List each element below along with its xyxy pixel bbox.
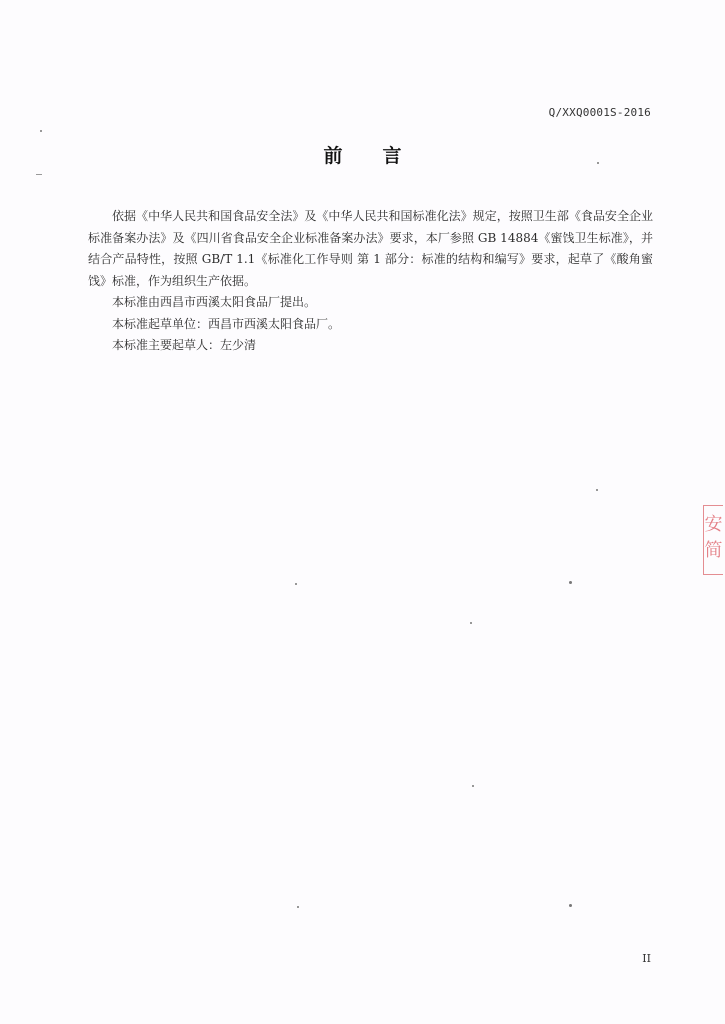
paragraph-proposer: 本标准由西昌市西溪太阳食品厂提出。 xyxy=(112,295,317,309)
stamp-char-1: 安 xyxy=(704,514,723,535)
red-seal-stamp xyxy=(703,505,723,575)
scan-speck xyxy=(297,906,299,908)
paragraph-basis: 依据《中华人民共和国食品安全法》及《中华人民共和国标准化法》规定，按照卫生部《食品安全企业标准备案办法》及《四川省食品安全企业标准备案办法》要求，本厂参照 GB 14884《蜜饯卫生标准》，并结合产品特性，按照 GB/T 1.1《标准化工作导则 第 1 部分：标准的结构和编写》要求，起草了《酸角蜜饯》标准，作为组织生产依据。 xyxy=(88,209,653,288)
scan-speck xyxy=(295,583,297,585)
preface-body xyxy=(88,206,653,357)
title-char-1: 前 xyxy=(323,145,383,167)
scan-mark xyxy=(36,174,42,175)
scan-mark xyxy=(40,130,42,132)
page-title xyxy=(0,141,725,168)
paragraph-drafting-unit: 本标准起草单位：西昌市西溪太阳食品厂。 xyxy=(112,316,341,331)
scan-speck xyxy=(597,162,599,164)
scan-speck xyxy=(596,489,598,491)
page-number: II xyxy=(642,952,651,965)
scan-speck xyxy=(569,581,572,584)
title-char-2: 言 xyxy=(382,145,442,167)
stamp-char-2: 简 xyxy=(704,540,723,561)
scan-speck xyxy=(470,622,472,624)
document-code: Q/XXQ0001S-2016 xyxy=(548,106,651,119)
paragraph-drafter: 本标准主要起草人：左少清 xyxy=(112,338,257,352)
scan-speck xyxy=(472,785,474,787)
scan-speck xyxy=(569,904,572,907)
